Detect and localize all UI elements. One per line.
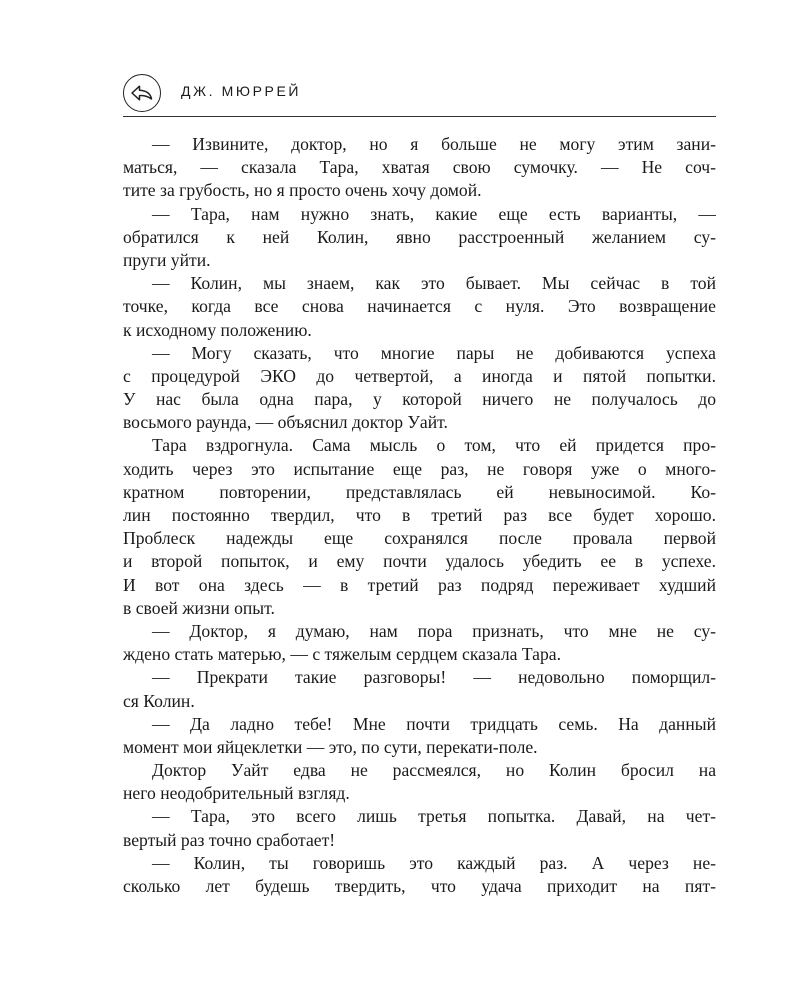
text-line: — Да ладно тебе! Мне почти тридцать семь. На данный [152, 713, 716, 734]
text-line: — Прекрати такие разговоры! — недовольно поморщил- [152, 667, 716, 688]
text-line: — Тара, нам нужно знать, какие еще есть варианты, — [152, 203, 716, 224]
text-line: И вот она здесь — в третий раз подряд переживает худший [123, 574, 716, 595]
text-line: — Колин, мы знаем, как это бывает. Мы сейчас в той [152, 273, 716, 294]
text-line: маться, — сказала Тара, хватая свою сумочку. — Не соч- [123, 157, 716, 178]
text-line: и второй попыток, и ему почти удалось убедить ее в успехе. [123, 551, 716, 572]
text-line: Тара вздрогнула. Сама мысль о том, что ей придется про- [152, 435, 716, 456]
running-head-author: ДЖ. МЮРРЕЙ [181, 83, 302, 99]
text-line: к исходному положению. [123, 319, 312, 340]
text-line: — Колин, ты говоришь это каждый раз. А через не- [152, 852, 716, 873]
text-line: Проблеск надежды еще сохранялся после провала первой [123, 528, 716, 549]
page-header [123, 72, 716, 116]
text-line: лин постоянно твердил, что в третий раз все будет хорошо. [123, 505, 716, 525]
text-line: сколько лет будешь твердить, что удача приходит на пят- [123, 876, 716, 896]
text-line: тите за грубость, но я просто очень хочу домой. [123, 180, 482, 201]
text-line: — Доктор, я думаю, нам пора признать, что мне не су- [152, 620, 716, 641]
text-line: ждено стать матерью, — с тяжелым сердцем сказала Тара. [123, 644, 561, 665]
text-line: кратном повторении, представлялась ей невыносимой. Ко- [123, 481, 716, 502]
text-line: ся Колин. [123, 690, 195, 711]
text-line: обратился к ней Колин, явно расстроенный желанием су- [123, 226, 716, 247]
text-line: — Могу сказать, что многие пары не добиваются успеха [152, 342, 716, 363]
text-line: в своей жизни опыт. [123, 597, 275, 618]
text-line: точке, когда все снова начинается с нуля. Это возвращение [123, 296, 716, 317]
text-line: — Тара, это всего лишь третья попытка. Давай, на чет- [152, 806, 716, 827]
body-text [123, 133, 716, 898]
text-line: У нас была одна пара, у которой ничего не получалось до [123, 389, 716, 410]
header-divider [123, 116, 716, 117]
back-arrow-icon [130, 84, 154, 102]
text-line: него неодобрительный взгляд. [123, 783, 350, 804]
text-line: Доктор Уайт едва не рассмеялся, но Колин бросил на [152, 760, 716, 781]
text-line: — Извините, доктор, но я больше не могу этим зани- [152, 134, 716, 154]
text-line: с процедурой ЭКО до четвертой, а иногда и пятой попытки. [123, 365, 716, 386]
text-line: вертый раз точно сработает! [123, 829, 336, 850]
text-line: восьмого раунда, — объяснил доктор Уайт. [123, 412, 448, 433]
text-line: ходить через это испытание еще раз, не говоря уже о много- [123, 458, 716, 479]
text-line: пруги уйти. [123, 249, 211, 270]
text-line: момент мои яйцеклетки — это, по сути, перекати-поле. [123, 736, 538, 757]
back-button[interactable] [123, 74, 161, 112]
